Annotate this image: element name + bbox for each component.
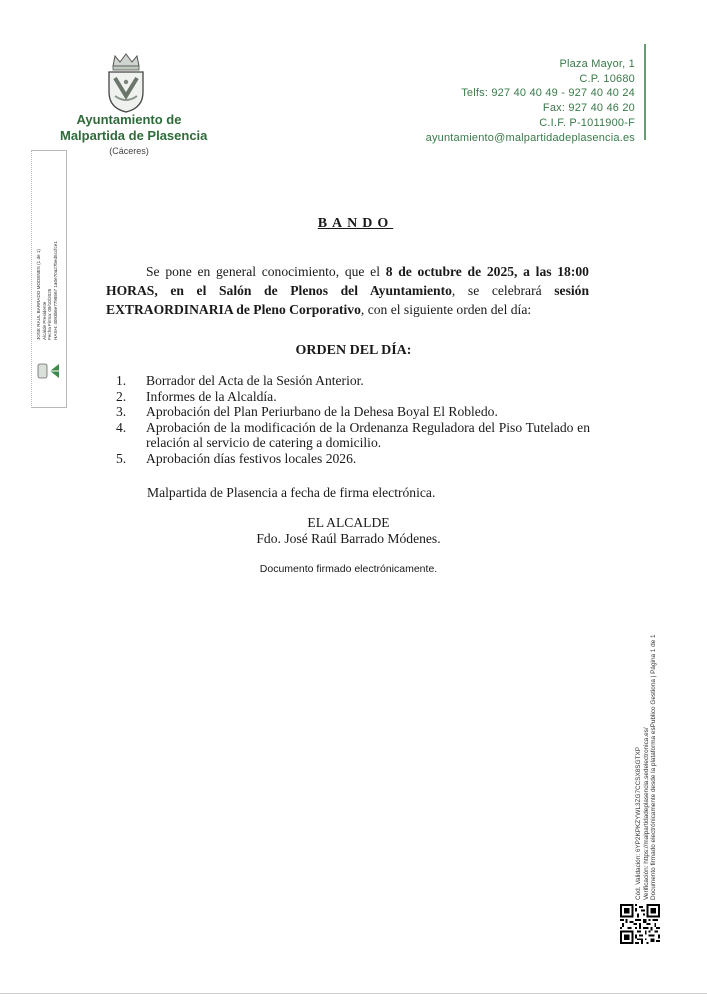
agenda-item-number: 4. [116, 419, 127, 435]
org-name-line2: Malpartida de Plasencia [60, 128, 208, 143]
agenda-item-number: 3. [116, 404, 127, 420]
contact-block [426, 57, 635, 145]
org-name-line1: Ayuntamiento de [76, 112, 182, 127]
page-bottom-rule [0, 993, 707, 994]
agenda-item-number: 2. [116, 388, 127, 404]
intro-paragraph [106, 262, 589, 319]
signer-role: EL ALCALDE [307, 515, 390, 530]
intro-bold1: 8 de octubre de 2025, a las 18:00 HORAS, en el Salón de Plenos del Ayuntamiento [106, 264, 589, 298]
signer-name: Fdo. José Raúl Barrado Módenes. [256, 531, 441, 546]
contact-phones: Telfs: 927 40 40 49 - 927 40 40 24 [461, 87, 635, 100]
agenda-item-text: Borrador del Acta de la Sesión Anterior. [146, 373, 364, 388]
agenda-title: ORDEN DEL DÍA: [295, 343, 412, 358]
agenda-item-text: Aprobación de la modificación de la Ordenanza Reguladora del Piso Tutelado en relación al servicio de catering a domicilio. [146, 419, 590, 451]
validation-url: Verificación: https://malpartidadeplasencia.sedelectronica.es/ [642, 727, 650, 900]
validation-platform: Documento firmado electrónicamente desde la plataforma esPublico Gestiona | Página 1 de 1 [650, 634, 658, 900]
municipal-seal-icon [37, 360, 61, 382]
electronic-signature-note: Documento firmado electrónicamente. [259, 563, 438, 575]
org-province: (Cáceres) [109, 146, 149, 156]
validation-code: Cód. Validación: 6YP2KPKZYWL3ZG7CCSX8SGTXP [635, 747, 642, 900]
agenda-item-text: Informes de la Alcaldía. [146, 388, 277, 404]
place-date: Malpartida de Plasencia a fecha de firma electrónica. [147, 485, 436, 500]
signature-stamp-text [36, 40, 58, 340]
agenda-item [116, 404, 590, 420]
validation-text [635, 600, 658, 900]
contact-address: Plaza Mayor, 1 [559, 58, 635, 70]
contact-cif: C.I.F. P-1011900-F [539, 116, 635, 129]
contact-email: ayuntamiento@malpartidadeplasencia.es [425, 131, 635, 144]
intro-part2: , se celebrará [451, 283, 555, 298]
intro-part3: , con el siguiente orden del día: [360, 302, 532, 317]
contact-postal: C.P. 10680 [579, 72, 635, 85]
agenda-list [116, 373, 590, 467]
qr-code-icon[interactable] [620, 904, 660, 944]
stamp-signer: JOSE RAUL BARRADO MODENES (1 de 1) [36, 249, 41, 340]
agenda-item-text: Aprobación del Plan Periurbano de la Dehesa Boyal El Robledo. [146, 404, 498, 420]
agenda-item-text: Aprobación días festivos locales 2026. [146, 450, 357, 466]
contact-fax: Fax: 927 40 46 20 [542, 102, 635, 115]
agenda-item [116, 420, 590, 451]
header-divider [644, 44, 646, 140]
stamp-date: Fecha Firma: 09/10/2025 [47, 288, 53, 340]
stamp-hash: HASH: 4093b6e7798567 1a0e70a27bed5ccfce1 [52, 241, 58, 340]
intro-part1: Se pone en general conocimiento, que el [146, 264, 386, 279]
agenda-item [116, 451, 590, 467]
agenda-item [116, 373, 590, 389]
intro-bold2: sesión EXTRAORDINARIA de Pleno Corporativo [106, 283, 590, 317]
agenda-item [116, 389, 590, 405]
municipal-crest-icon [103, 52, 149, 114]
document-title: BANDO [317, 216, 394, 231]
agenda-item-number: 5. [116, 450, 127, 466]
stamp-role: Alcalde Presidente [41, 301, 47, 340]
agenda-item-number: 1. [116, 373, 127, 388]
